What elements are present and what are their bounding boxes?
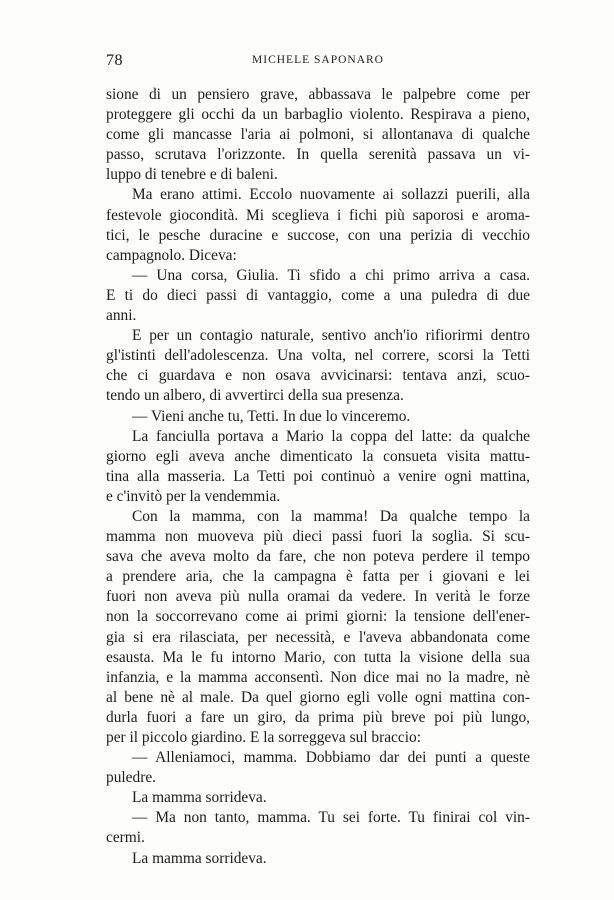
text-line: — Alleniamoci, mamma. Dobbiamo dar dei punti a queste [132,749,530,767]
text-line: Con la mamma, con la mamma! Da qualche tempo la [132,507,530,525]
text-line: mamma non muoveva più dieci passi fuori la soglia. Si scu- [106,528,530,546]
text-line: per il piccolo giardino. E la sorreggeva sul braccio: [106,729,421,746]
text-line: che ci guardava e non osava avvicinarsi: tentava anzi, scuo- [106,367,530,385]
text-line: festevole giocondità. Mi sceglieva i fichi più saporosi e aroma- [106,206,530,224]
text-line: La mamma sorrideva. [132,849,267,867]
running-head: MICHELE SAPONARO [252,54,384,66]
page-number: 78 [106,52,123,69]
text-line: cermi. [106,829,145,847]
body-text [106,85,530,869]
text-line: non la soccorrevano come ai primi giorni: la tensione dell'ener- [106,608,530,626]
text-line: — Vieni anche tu, Tetti. In due lo vinceremo. [132,407,411,425]
text-line: luppo di tenebre e di baleni. [106,166,278,184]
text-line: fuori non aveva più nulla oramai da vedere. In verità le forze [106,588,530,606]
text-line: La mamma sorrideva. [132,789,267,807]
text-line: E per un contagio naturale, sentivo anch'io rifiorirmi dentro [132,327,530,345]
text-line: sione di un pensiero grave, abbassava le palpebre come per [106,86,530,103]
text-line: tici, le pesche duracine e succose, con una perizia di vecchio [106,226,530,244]
text-line: E ti do dieci passi di vantaggio, come a una puledra di due [106,286,530,304]
text-line: — Una corsa, Giulia. Ti sfido a chi primo arriva a casa. [132,266,530,284]
text-line: e c'invitò per la vendemmia. [106,487,281,505]
text-line: a prendere aria, che la campagna è fatta per i giovani e lei [106,568,530,586]
text-line: passo, scrutava l'orizzonte. In quella serenità passava un vi- [106,146,530,164]
text-line: tina alla masseria. La Tetti poi continuò a venire ogni mattina, [106,467,530,485]
text-line: gl'istinti dell'adolescenza. Una volta, nel correre, scorsi la Tetti [106,347,530,365]
page-header [106,52,530,72]
text-line: al bene nè al male. Da quel giorno egli volle ogni mattina con- [106,688,530,706]
text-line: — Ma non tanto, mamma. Tu sei forte. Tu finirai col vin- [132,809,530,827]
text-line: giorno egli aveva anche dimenticato la consueta visita mattu- [106,447,530,465]
text-line: campagnolo. Diceva: [106,246,237,264]
text-line: puledre. [106,769,156,787]
text-line: esausta. Ma le fu intorno Mario, con tutta la visione della sua [106,648,530,666]
text-line: Ma erano attimi. Eccolo nuovamente ai sollazzi puerili, alla [132,186,530,204]
text-line: tendo un albero, di avvertirci della sua presenza. [106,387,404,405]
text-line: durla fuori a fare un giro, da prima più breve poi più lungo, [106,708,530,726]
text-line: sava che aveva molto da fare, che non poteva perdere il tempo [106,548,530,566]
text-line: proteggere gli occhi da un barbaglio violento. Respirava a pieno, [106,106,530,124]
text-line: gia si era rilasciata, per necessità, e l'aveva abbandonata come [106,628,530,646]
text-line: infanzia, e la mamma acconsentì. Non dice mai no la madre, nè [106,668,530,686]
text-line: come gli mancasse l'aria ai polmoni, si allontanava di qualche [106,126,530,144]
text-line: anni. [106,307,137,325]
text-line: La fanciulla portava a Mario la coppa del latte: da qualche [132,427,530,445]
